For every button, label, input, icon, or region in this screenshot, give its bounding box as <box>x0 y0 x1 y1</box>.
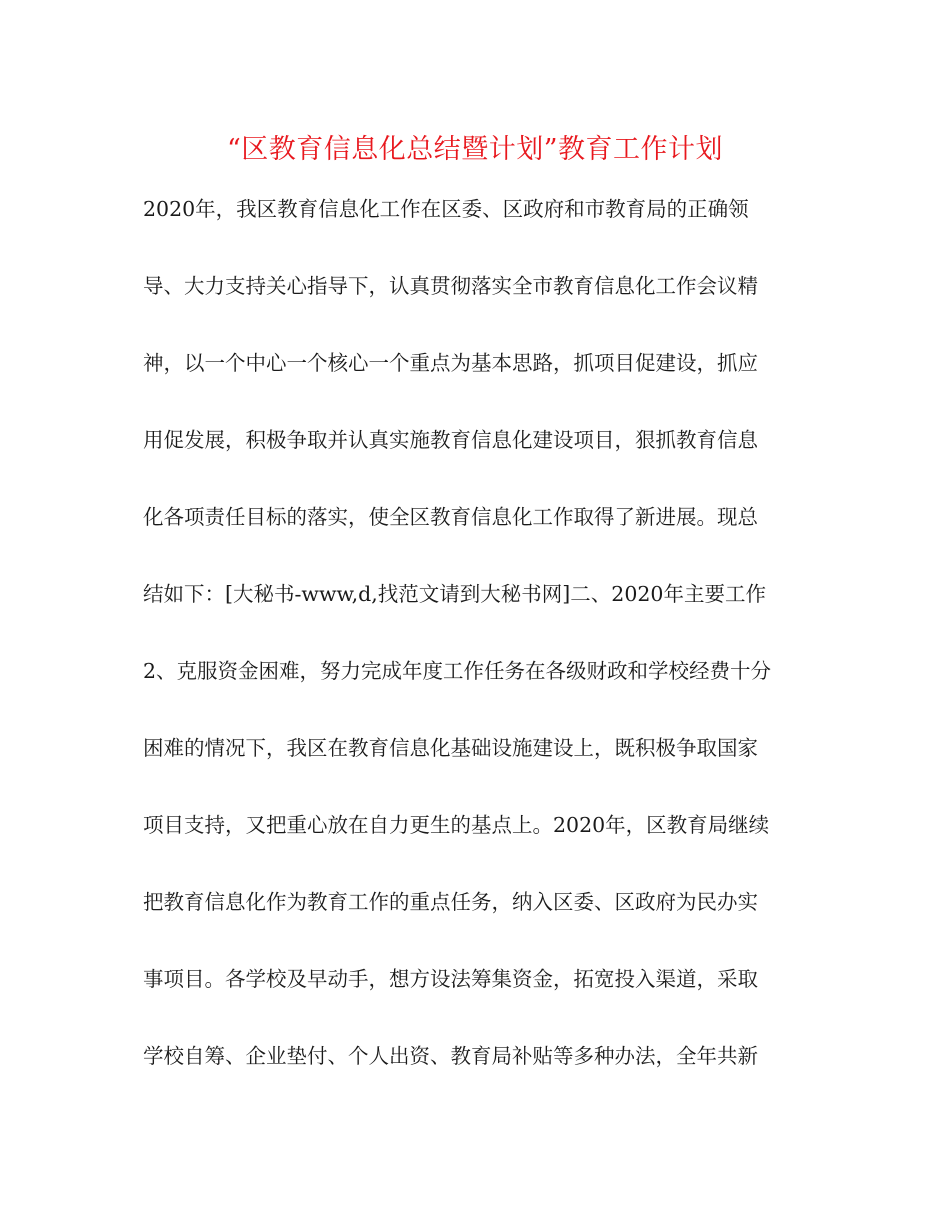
body-line-5: 化各项责任目标的落实，使全区教育信息化工作取得了新进展。现总 <box>143 505 758 529</box>
document-title: “区教育信息化总结暨计划”教育工作计划 <box>226 134 724 165</box>
body-line-10: 把教育信息化作为教育工作的重点任务，纳入区委、区政府为民办实 <box>143 890 758 914</box>
body-line-8: 困难的情况下，我区在教育信息化基础设施建设上，既积极争取国家 <box>143 736 758 760</box>
body-line-3: 神，以一个中心一个核心一个重点为基本思路，抓项目促建设，抓应 <box>143 351 758 375</box>
body-line-6: 结如下：[大秘书-www,d,找范文请到大秘书网]二、2020年主要工作 <box>143 582 766 606</box>
body-line-11: 事项目。各学校及早动手，想方设法筹集资金，拓宽投入渠道，采取 <box>143 967 758 991</box>
body-line-9: 项目支持，又把重心放在自力更生的基点上。2020年，区教育局继续 <box>143 813 770 837</box>
body-line-12: 学校自筹、企业垫付、个人出资、教育局补贴等多种办法，全年共新 <box>143 1044 758 1068</box>
body-line-2: 导、大力支持关心指导下，认真贯彻落实全市教育信息化工作会议精 <box>143 274 758 298</box>
body-line-1: 2020年，我区教育信息化工作在区委、区政府和市教育局的正确领 <box>143 197 749 221</box>
document-body <box>143 189 813 1113</box>
body-line-4: 用促发展，积极争取并认真实施教育信息化建设项目，狠抓教育信息 <box>143 428 758 452</box>
body-line-7: 2、克服资金困难，努力完成年度工作任务在各级财政和学校经费十分 <box>143 659 772 683</box>
